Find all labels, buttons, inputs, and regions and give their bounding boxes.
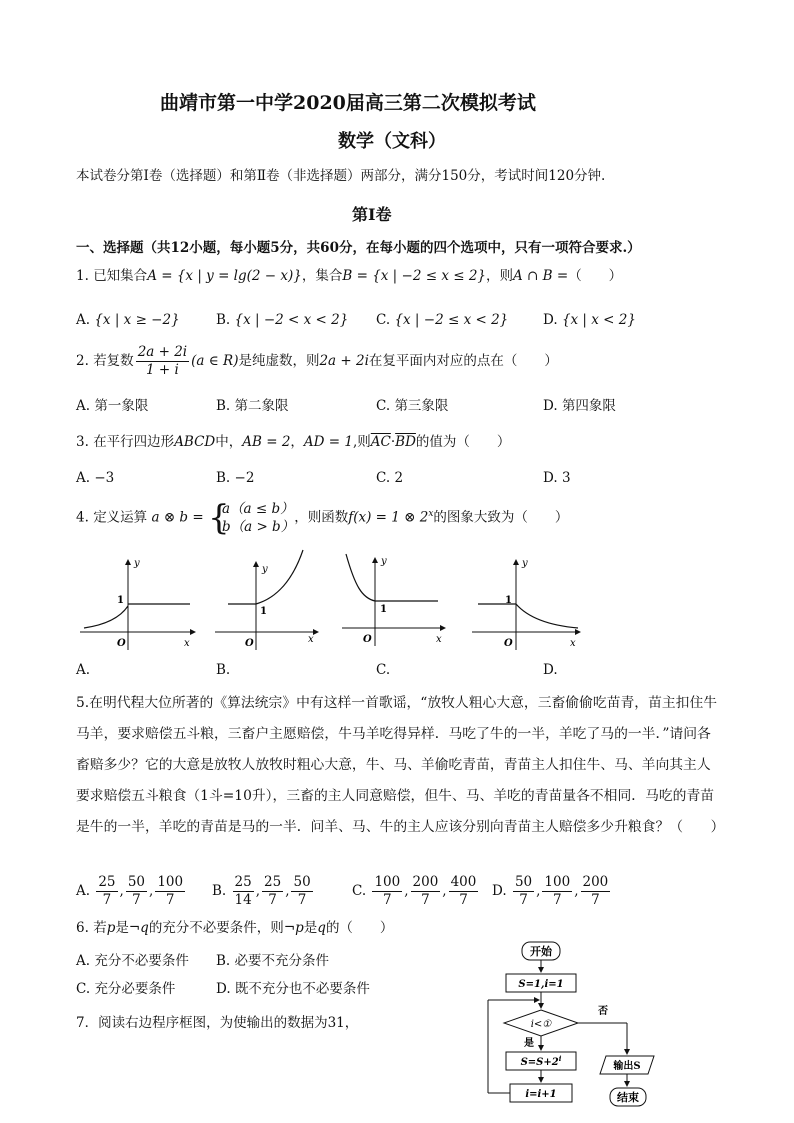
q5-option-d[interactable]: D. $\frac{50}{7}$ , $\frac{100}{7}$ , $\frac{200}{7}$ [492, 874, 609, 908]
q1-option-b[interactable]: B. {x | −2 < x < 2} [216, 312, 349, 328]
svg-text:y: y [262, 564, 268, 575]
q1-text: 已知集合 [93, 268, 148, 284]
q6-option-d[interactable]: D. 既不充分也不必要条件 [216, 981, 370, 997]
svg-text:开始: 开始 [530, 945, 552, 958]
q2-option-d[interactable]: D. 第四象限 [543, 398, 616, 414]
q1-text-3: ，则 [486, 268, 514, 284]
q1-tail: （ ） [568, 268, 623, 284]
graph-a[interactable] [80, 558, 195, 650]
svg-text:1: 1 [260, 606, 267, 617]
svg-text:y: y [134, 558, 140, 569]
svg-text:O: O [504, 638, 513, 649]
graph-c[interactable] [342, 554, 445, 646]
svg-text:否: 否 [598, 1006, 608, 1017]
q2-option-b[interactable]: B. 第二象限 [216, 398, 289, 414]
svg-text:i=i+1: i=i+1 [525, 1089, 557, 1100]
question-5: 5.在明代程大位所著的《算法统宗》中有这样一首歌谣，“放牧人粗心大意，三畜偷偷吃苗青，苗主扣住牛马羊，要求赔偿五斗粮，三畜户主愿赔偿，牛马羊吃得异样．马吃了牛的一半，羊吃了马的一半．”请问各畜赔多少？它的大意是放牧人放牧时粗心大意，牛、马、羊偷吃青苗，青苗主人扣住牛、马、羊向其主人要求赔偿五斗粮食（1斗=10升），三畜的主人同意赔偿，但牛、马、羊吃的青苗量各不相同．马吃的青苗是牛的一半，羊吃的青苗是马的一半．问羊、马、牛的主人应该分别向青苗主人赔偿多少升粮食？（ ） [76, 695, 725, 835]
svg-text:i<①: i<① [530, 1019, 552, 1030]
section-heading: 一、选择题（共12小题，每小题5分，共60分，在每小题的四个选项中，只有一项符合要求.） [76, 240, 641, 256]
q4-option-a[interactable]: A. [76, 662, 91, 678]
q5-option-b[interactable]: B. $\frac{25}{14}$ , $\frac{25}{7}$ , $\frac{50}{7}$ [212, 874, 311, 908]
exam-subject: 数学（文科） [338, 131, 446, 152]
q3-option-c[interactable]: C. 2 [376, 470, 404, 486]
q6-option-a[interactable]: A. 充分不必要条件 [76, 953, 189, 969]
svg-text:输出S: 输出S [613, 1061, 641, 1072]
question-4: 4. 定义运算 a ⊗ b = { a（a ≤ b） b（a > b） ，则函数f(x) = 1 ⊗ 2$^x$的图象大致为（ ） [76, 498, 569, 538]
question-2: 2. 若复数 $\frac{2a + 2i}{1 + i}$ (a ∈ R)是纯虚数，则2a + 2i在复平面内对应的点在（ ） [76, 344, 558, 378]
q1-option-a[interactable]: A. {x | x ≥ −2} [76, 312, 180, 328]
svg-text:O: O [117, 638, 126, 649]
q1-option-d[interactable]: D. {x | x < 2} [543, 312, 636, 328]
q3-option-b[interactable]: B. −2 [216, 470, 255, 486]
question-3: 3. 在平行四边形ABCD中，AB = 2，AD = 1,则$\overline{AC}\cdot\overline{BD}$的值为（ ） [76, 434, 511, 450]
q5-option-c[interactable]: C. $\frac{100}{7}$ , $\frac{200}{7}$ , $\frac{400}{7}$ [352, 874, 477, 908]
q1-number: 1. [76, 268, 89, 284]
q1-set-a: A = {x | y = lg(2 − x)} [147, 268, 302, 284]
svg-text:O: O [363, 634, 372, 645]
q4-option-c[interactable]: C. [376, 662, 391, 678]
svg-text:1: 1 [380, 604, 387, 615]
q4-option-b[interactable]: B. [216, 662, 231, 678]
part-title: 第Ⅰ卷 [352, 205, 392, 224]
svg-text:1: 1 [505, 595, 512, 606]
svg-text:结束: 结束 [617, 1091, 639, 1104]
q4-option-d[interactable]: D. [543, 662, 558, 678]
vector-bd: $\overline{BD}$ [395, 434, 416, 450]
q5-option-a[interactable]: A. $\frac{25}{7}$ , $\frac{50}{7}$ , $\frac{100}{7}$ [76, 874, 184, 908]
svg-text:y: y [522, 558, 528, 569]
question-7: 7．阅读右边程序框图，为使输出的数据为31， [76, 1015, 359, 1031]
q2-option-a[interactable]: A. 第一象限 [76, 398, 149, 414]
q2-option-c[interactable]: C. 第三象限 [376, 398, 449, 414]
question-1 [76, 266, 622, 286]
svg-text:是: 是 [524, 1038, 534, 1049]
question-6: 6. 若p是¬q的充分不必要条件，则¬p是q的（ ） [76, 920, 394, 936]
q4-graphs [0, 548, 794, 658]
graph-b[interactable] [215, 550, 318, 650]
svg-text:x: x [436, 634, 442, 645]
q3-option-d[interactable]: D. 3 [543, 470, 571, 486]
svg-text:x: x [184, 638, 190, 649]
q2-fraction: $\frac{2a + 2i}{1 + i}$ [137, 344, 188, 378]
q6-option-c[interactable]: C. 充分必要条件 [76, 981, 176, 997]
svg-text:y: y [381, 556, 387, 567]
svg-text:x: x [570, 638, 576, 649]
svg-text:1: 1 [117, 595, 124, 606]
q1-option-c[interactable]: C. {x | −2 ≤ x < 2} [376, 312, 509, 328]
svg-text:S=S+2i: $S=S+2^i$ [520, 1054, 562, 1068]
svg-text:S=1,i=1: S=1,i=1 [518, 979, 564, 990]
svg-text:x: x [308, 634, 314, 645]
q1-text-2: ，集合 [301, 268, 343, 284]
q3-option-a[interactable]: A. −3 [76, 470, 115, 486]
svg-text:O: O [245, 638, 254, 649]
graph-d[interactable] [472, 558, 580, 650]
q1-expr: A ∩ B = [513, 268, 569, 284]
exam-intro: 本试卷分第Ⅰ卷（选择题）和第Ⅱ卷（非选择题）两部分，满分150分，考试时间120分钟. [76, 168, 606, 184]
q1-set-b: B = {x | −2 ≤ x ≤ 2} [342, 268, 487, 284]
program-flowchart [470, 934, 690, 1114]
q6-option-b[interactable]: B. 必要不充分条件 [216, 953, 330, 969]
vector-ac: $\overline{AC}$ [370, 434, 391, 450]
exam-title: 曲靖市第一中学2020届高三第二次模拟考试 [160, 92, 536, 114]
